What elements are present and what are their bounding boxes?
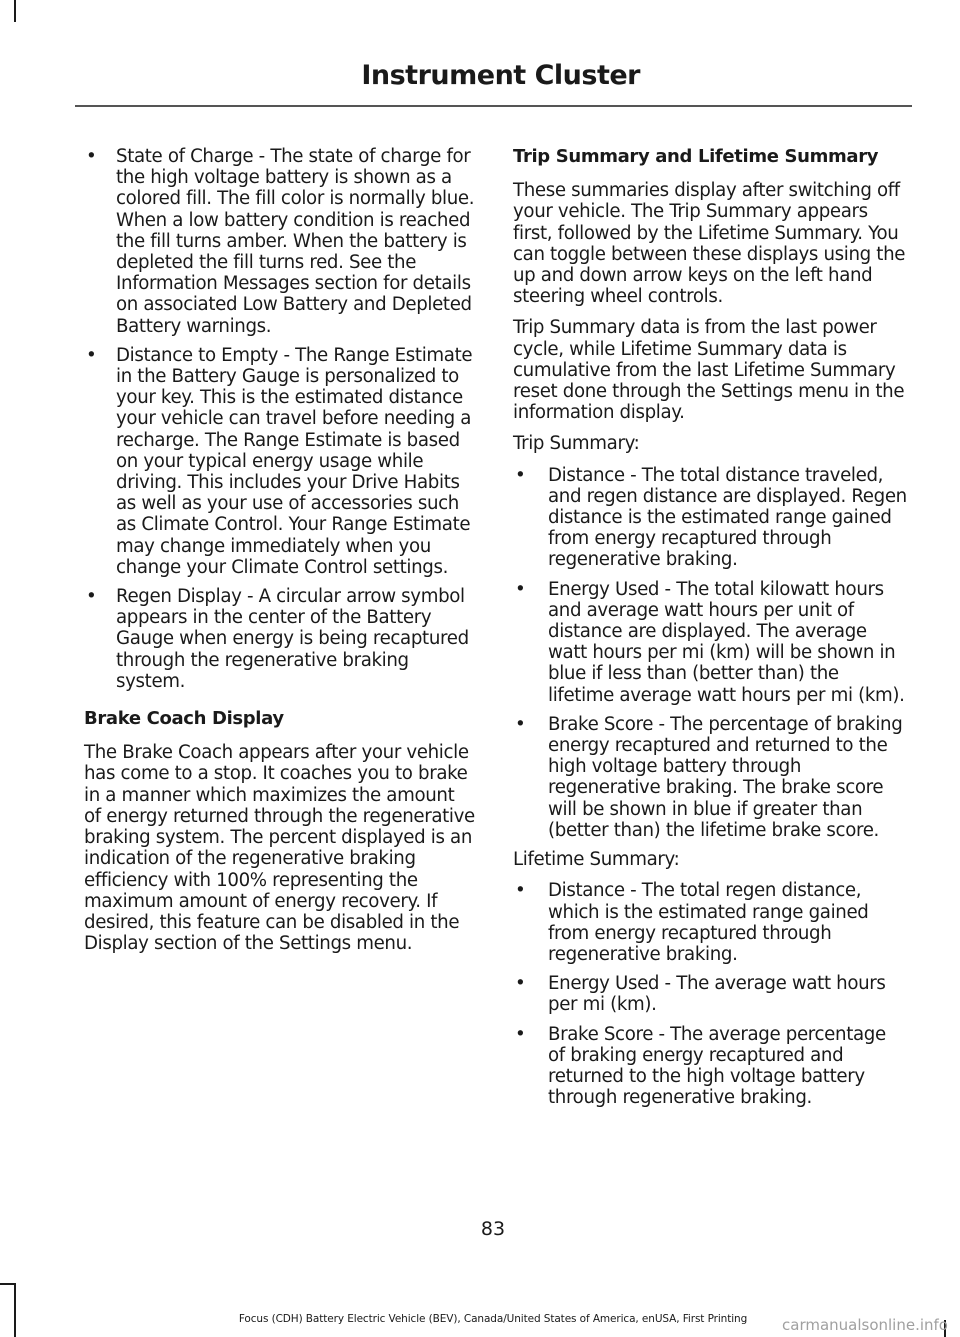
brake-coach-heading: Brake Coach Display bbox=[84, 708, 284, 730]
list-item-lifetime-energy-used: • Energy Used - The average watt hours per mi (km). bbox=[513, 973, 908, 1015]
crop-mark-bottom-left bbox=[14, 1283, 16, 1337]
footer-text: Focus (CDH) Battery Electric Vehicle (BEV), Canada/United States of America, enUSA, First Printing bbox=[238, 1313, 748, 1325]
list-item-trip-energy-used: • Energy Used - The total kilowatt hours and average watt hours per unit of distance are displayed. The average watt hours per mi (km) will be shown in blue if less than (better than) the lifetime average watt hours per mi (km). bbox=[513, 579, 908, 706]
lifetime-summary-label: Lifetime Summary: bbox=[513, 849, 680, 871]
page-title: Instrument Cluster bbox=[361, 60, 640, 91]
watermark: carmanualsonline.info bbox=[782, 1316, 948, 1334]
list-item-state-of-charge: • State of Charge - The state of charge for the high voltage battery is shown as a colored fill. The fill color is normally blue. When a low battery condition is reached the fill turns amber. When the battery is depleted the fill turns red. See the Information Messages section for details on associated Low Battery and Depleted Battery warnings. bbox=[84, 146, 476, 337]
left-bullet-list bbox=[84, 146, 476, 692]
trip-data-paragraph: Trip Summary data is from the last power cycle, while Lifetime Summary data is cumulative from the last Lifetime Summary reset done through the Settings menu in the information display. bbox=[513, 317, 905, 424]
list-item-lifetime-brake-score: • Brake Score - The average percentage of braking energy recaptured and returned to the high voltage battery through regenerative braking. bbox=[513, 1024, 908, 1109]
list-item-trip-brake-score: • Brake Score - The percentage of braking energy recaptured and returned to the high voltage battery through regenerative braking. The brake score will be shown in blue if greater than (better than) the lifetime brake score. bbox=[513, 714, 908, 841]
summaries-paragraph: These summaries display after switching off your vehicle. The Trip Summary appears first, followed by the Lifetime Summary. You can toggle between these displays using the up and down arrow keys on the left hand steering wheel controls. bbox=[513, 180, 906, 308]
trip-lifetime-heading: Trip Summary and Lifetime Summary bbox=[513, 146, 879, 167]
header-divider bbox=[75, 105, 912, 107]
trip-summary-list bbox=[513, 465, 908, 841]
list-item-distance-to-empty: • Distance to Empty - The Range Estimate in the Battery Gauge is personalized to your key. This is the estimated distance your vehicle can travel before needing a recharge. The Range Estimate is based on your typical energy usage while driving. This includes your Drive Habits as well as your use of accessories such as Climate Control. Your Range Estimate may change immediately when you change your Climate Control settings. bbox=[84, 345, 476, 578]
right-column bbox=[513, 146, 908, 1116]
lifetime-summary-list bbox=[513, 880, 908, 1108]
crop-mark-bottom-left-h bbox=[0, 1283, 16, 1285]
list-item-regen-display: • Regen Display - A circular arrow symbol appears in the center of the Battery Gauge when energy is being recaptured through the regenerative braking system. bbox=[84, 586, 476, 692]
page-number: 83 bbox=[480, 1218, 506, 1240]
list-item-lifetime-distance: • Distance - The total regen distance, which is the estimated range gained from energy recaptured through regenerative braking. bbox=[513, 880, 908, 965]
left-column bbox=[84, 146, 476, 964]
trip-summary-label: Trip Summary: bbox=[513, 433, 640, 455]
brake-coach-paragraph: The Brake Coach appears after your vehicle has come to a stop. It coaches you to brake in a manner which maximizes the amount of energy returned through the regenerative braking system. The percent displayed is an indication of the regenerative braking efficiency with 100% representing the maximum amount of energy recovery. If desired, this feature can be disabled in the Display section of the Settings menu. bbox=[84, 742, 475, 955]
crop-mark-top-left bbox=[14, 0, 16, 22]
list-item-trip-distance: • Distance - The total distance traveled, and regen distance are displayed. Regen distance is the estimated range gained from energy recaptured through regenerative braking. bbox=[513, 465, 908, 571]
